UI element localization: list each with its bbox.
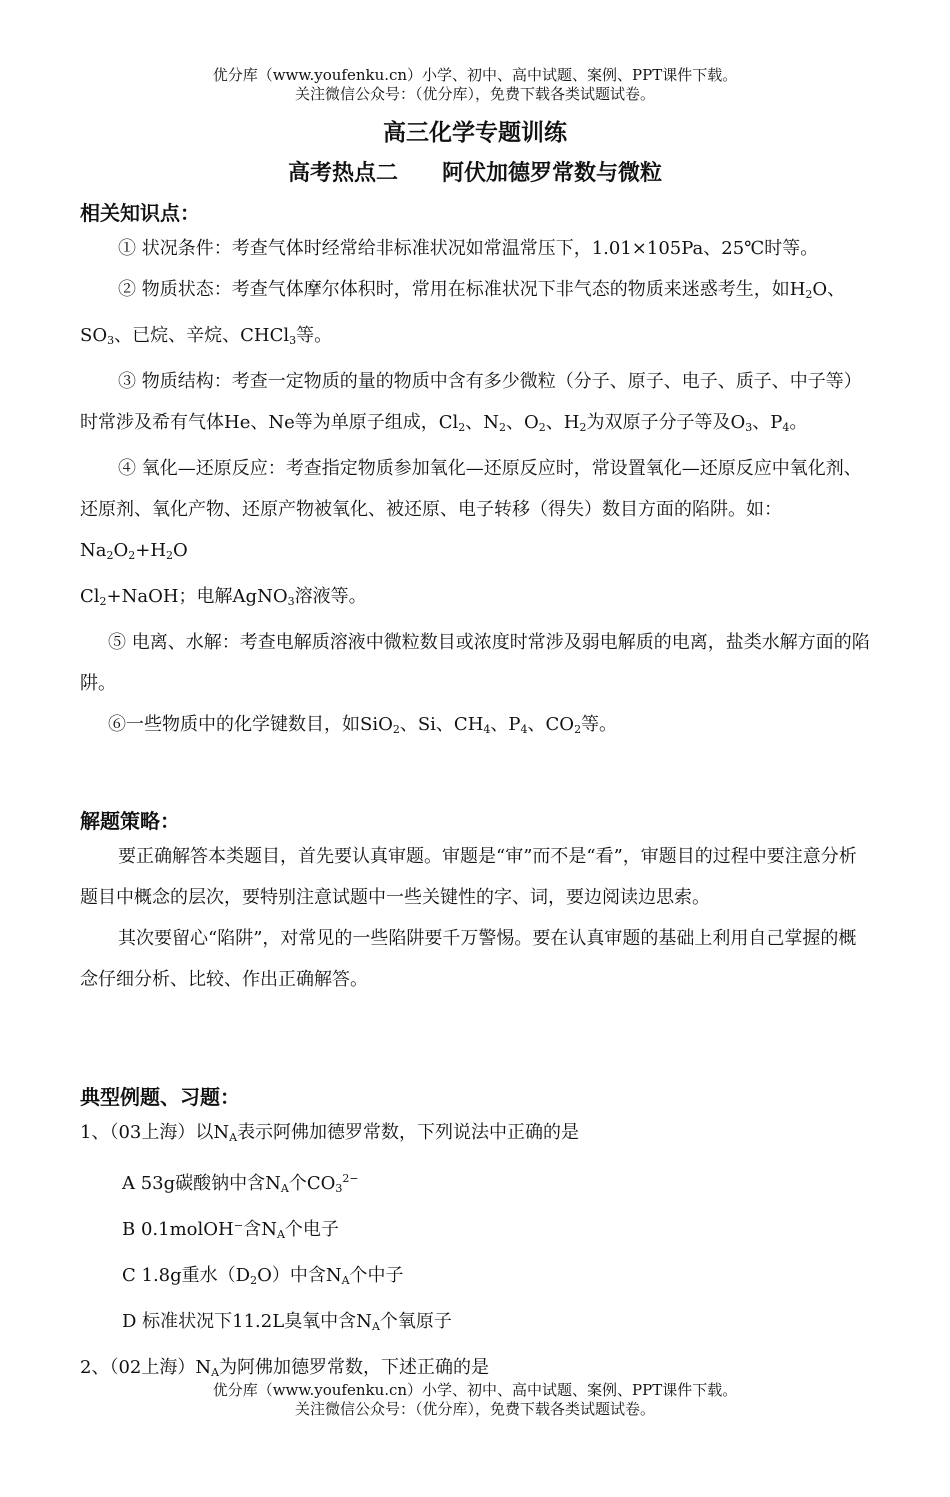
strategy-paragraph-1: 要正确解答本类题目，首先要认真审题。审题是“审”而不是“看”，审题目的过程中要注意分析题目中概念的层次，要特别注意试题中一些关键性的字、词，要边阅读边思索。 bbox=[80, 846, 857, 908]
knowledge-point-1: ① 状况条件：考查气体时经常给非标准状况如常温常压下，1.01×105Pa、25℃时等。 bbox=[118, 238, 819, 259]
page-title: 高三化学专题训练 bbox=[383, 120, 567, 146]
examples-heading: 典型例题、习题： bbox=[80, 1085, 240, 1109]
examples-section bbox=[80, 1082, 872, 1393]
footer-line-2: 关注微信公众号：（优分库），免费下载各类试题试卷。 bbox=[294, 1400, 655, 1418]
knowledge-point-2: ② 物质状态：考查气体摩尔体积时，常用在标准状况下非气态的物质来迷惑考生，如$H_2O$、$SO_3$、已烷、辛烷、CHCl$_3$等。 bbox=[80, 279, 846, 347]
knowledge-heading: 相关知识点： bbox=[80, 201, 200, 225]
footer-line-1: 优分库（www.youfenku.cn）小学、初中、高中试题、案例、PPT课件下载。 bbox=[212, 1381, 738, 1399]
knowledge-point-5: ⑤ 电离、水解：考查电解质溶液中微粒数目或浓度时常涉及弱电解质的电离，盐类水解方面的陷阱。 bbox=[80, 632, 870, 694]
question-1-option-a: A 53g碳酸钠中含$N_A$个$CO_3^{2-}$ bbox=[122, 1172, 359, 1195]
header-line-1: 优分库（www.youfenku.cn）小学、初中、高中试题、案例、PPT课件下载。 bbox=[212, 66, 738, 84]
knowledge-point-4: ④ 氧化—还原反应：考查指定物质参加氧化—还原反应时，常设置氧化—还原反应中氧化剂、还原剂、氧化产物、还原产物被氧化、被还原、电子转移（得失）数目方面的陷阱。如：$Na_2O_2+H_2O$ bbox=[80, 458, 862, 562]
knowledge-point-4-cont: $Cl_2+NaOH$；电解AgNO$_3$溶液等。 bbox=[80, 586, 367, 608]
page-subtitle: 高考热点二 阿伏加德罗常数与微粒 bbox=[287, 161, 662, 186]
question-1: 1、（03上海）以$N_A$表示阿佛加德罗常数，下列说法中正确的是 bbox=[80, 1122, 580, 1144]
question-1-option-c: C 1.8g重水$(D_2O)$中含$N_A$个中子 bbox=[122, 1265, 404, 1287]
knowledge-point-3: ③ 物质结构：考查一定物质的量的物质中含有多少微粒（分子、原子、电子、质子、中子等）时常涉及希有气体He、Ne等为单原子组成，$Cl_2$、$N_2$、$O_2$、$H_2$为双原子分子等及$O_3$、$P_4$。 bbox=[80, 371, 862, 434]
knowledge-point-6: ⑥一些物质中的化学键数目，如SiO$_2$、Si、$CH_4$、$P_4$、$CO_2$等。 bbox=[108, 714, 618, 736]
question-1-option-d: D 标准状况下11.2L臭氧中含$N_A$个氧原子 bbox=[122, 1311, 452, 1333]
strategy-heading: 解题策略： bbox=[80, 809, 180, 833]
strategy-paragraph-2: 其次要留心“陷阱”，对常见的一些陷阱要千万警惕。要在认真审题的基础上利用自己掌握的概念仔细分析、比较、作出正确解答。 bbox=[80, 928, 857, 990]
header-line-2: 关注微信公众号：（优分库），免费下载各类试题试卷。 bbox=[294, 85, 655, 103]
page-header bbox=[0, 66, 950, 104]
strategy-section bbox=[80, 806, 872, 1000]
knowledge-section bbox=[80, 198, 872, 750]
question-2: 2、（02上海）$N_A$为阿佛加德罗常数，下述正确的是 bbox=[80, 1357, 490, 1379]
page-footer bbox=[0, 1381, 950, 1419]
question-1-option-b: B 0.1molOH⁻含$N_A$个电子 bbox=[122, 1219, 339, 1241]
